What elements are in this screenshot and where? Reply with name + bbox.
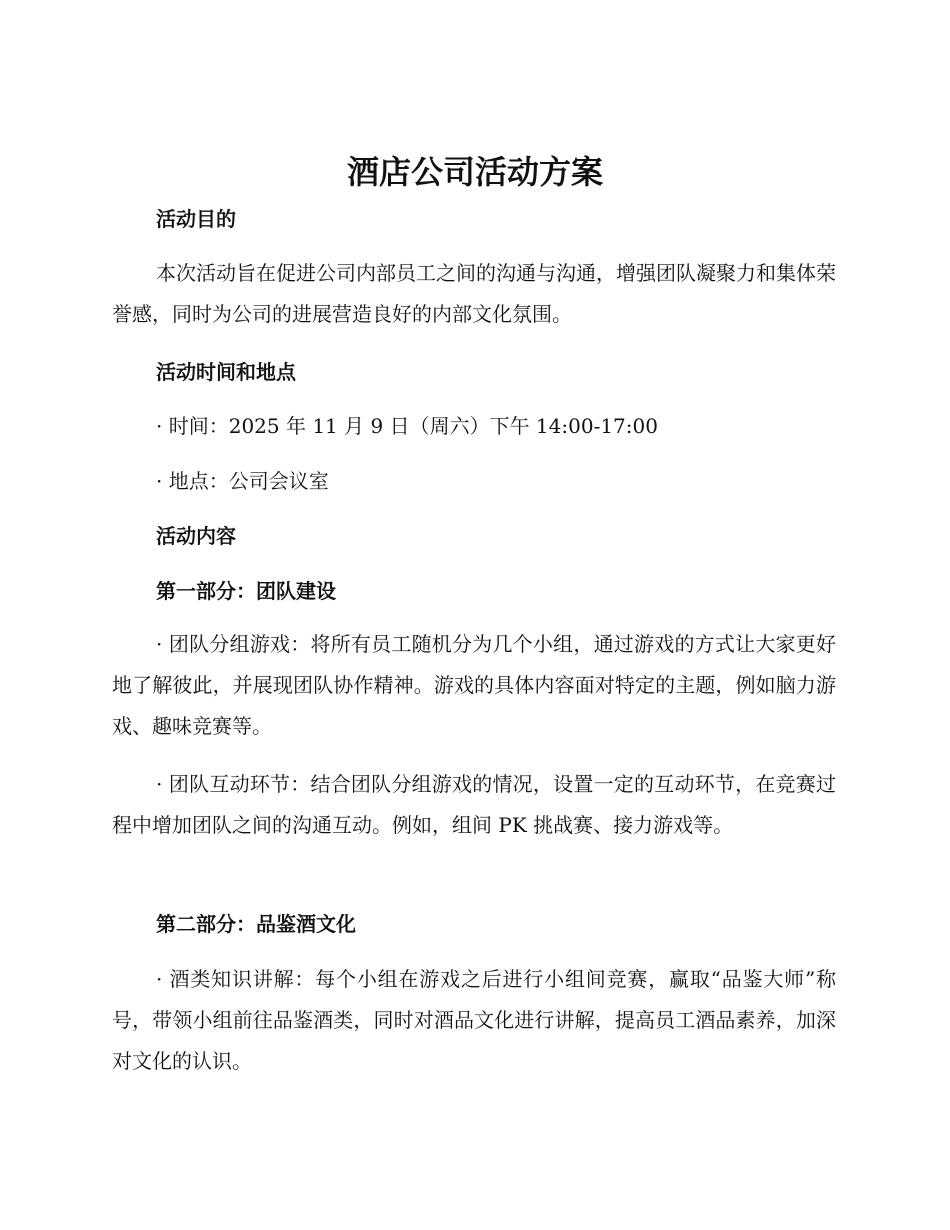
document-title: 酒店公司活动方案 — [346, 153, 603, 191]
heading-part1: 第一部分：团队建设 — [156, 579, 336, 603]
time-item: · 时间：2025 年 11 月 9 日（周六）下午 14:00-17:00 — [156, 414, 658, 438]
heading-time-place: 活动时间和地点 — [156, 360, 296, 384]
heading-purpose: 活动目的 — [156, 207, 236, 231]
part1-item2-paragraph: · 团队互动环节：结合团队分组游戏的情况，设置一定的互动环节，在竞赛过程中增加团队之间的沟通互动。例如，组间 PK 挑战赛、接力游戏等。 — [112, 772, 836, 837]
heading-content: 活动内容 — [156, 524, 236, 548]
part2-item1-paragraph: · 酒类知识讲解：每个小组在游戏之后进行小组间竞赛，赢取“品鉴大师”称号，带领小组前往品鉴酒类，同时对酒品文化进行讲解，提高员工酒品素养，加深对文化的认识。 — [112, 967, 836, 1073]
heading-part2: 第二部分：品鉴酒文化 — [156, 912, 356, 936]
part1-item1-paragraph: · 团队分组游戏：将所有员工随机分为几个小组，通过游戏的方式让大家更好地了解彼此，并展现团队协作精神。游戏的具体内容面对特定的主题，例如脑力游戏、趣味竞赛等。 — [112, 632, 836, 738]
purpose-paragraph: 本次活动旨在促进公司内部员工之间的沟通与沟通，增强团队凝聚力和集体荣誉感，同时为公司的进展营造良好的内部文化氛围。 — [112, 261, 836, 326]
place-item: · 地点：公司会议室 — [156, 469, 329, 493]
